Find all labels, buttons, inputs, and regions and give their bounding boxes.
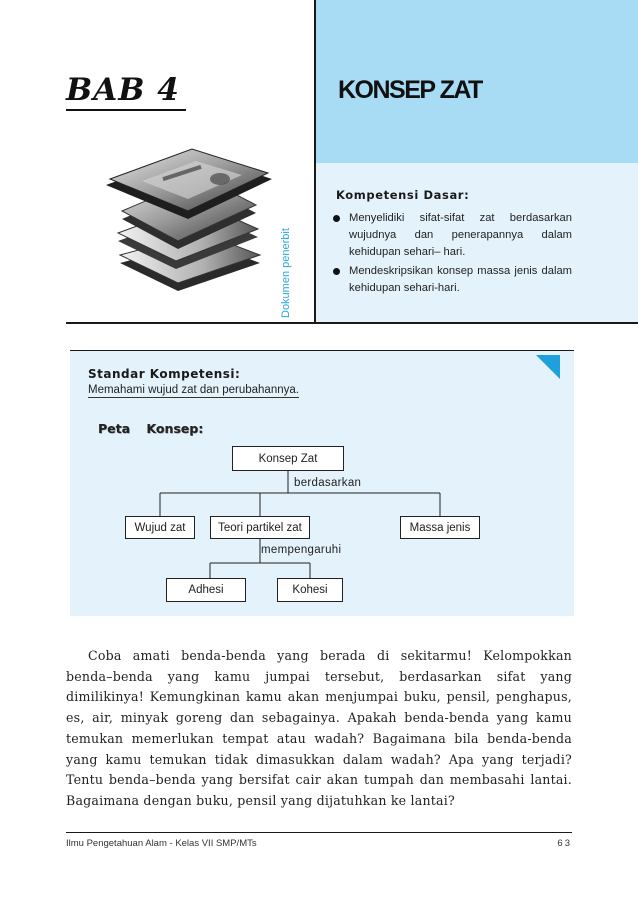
footer-book-title: Ilmu Pengetahuan Alam - Kelas VII SMP/MTs xyxy=(66,838,257,849)
concept-node-kohesi: Kohesi xyxy=(277,578,343,602)
list-item xyxy=(330,263,572,297)
footer-divider xyxy=(66,832,572,833)
list-item-text: Mendeskripsikan konsep massa jenis dalam kehidupan sehari-hari. xyxy=(349,265,572,294)
body-paragraph: Coba amati benda-benda yang berada di sekitarmu! Kelompokkan benda–benda yang kamu jumpai tersebut, berdasarkan sifat yang dimilikinya! Kemungkinan kamu akan menjumpai buku, pensil, penghapus, es, air, minyak goreng dan sebagainya. Apakah benda-benda yang kamu temukan memerlukan tempat atau wadah? Bagaimana bila benda-benda yang kamu temukan tidak dimasukkan dalam wadah? Apa yang terjadi? Tentu benda–benda yang bersifat cair akan tumpah dan membasahi lantai. Bagaimana dengan buku, pensil yang dijatuhkan ke lantai? xyxy=(66,648,572,808)
concept-node-wujud-zat: Wujud zat xyxy=(125,516,195,539)
image-caption: Dokumen penerbit xyxy=(280,228,292,318)
kompetensi-dasar-heading: Kompetensi Dasar: xyxy=(336,188,470,202)
concept-link-label: mempengaruhi xyxy=(261,544,342,556)
chapter-title: KONSEP ZAT xyxy=(338,76,482,104)
standar-kompetensi-heading: Standar Kompetensi: xyxy=(88,367,241,381)
list-item xyxy=(330,210,572,261)
list-item-text: Menyelidiki sifat-sifat zat berdasarkan wujudnya dan penerapannya dalam kehidupan sehari– hari. xyxy=(349,212,572,258)
page-number: 63 xyxy=(557,838,572,849)
concept-node-adhesi: Adhesi xyxy=(166,578,246,602)
concept-node-teori-partikel: Teori partikel zat xyxy=(210,516,310,539)
bullet-icon xyxy=(333,215,340,222)
concept-link-label: berdasarkan xyxy=(294,477,362,489)
gold-bars-image xyxy=(92,145,282,295)
chapter-number: BAB 4 xyxy=(66,72,180,108)
concept-node-massa-jenis: Massa jenis xyxy=(400,516,480,539)
kompetensi-dasar-list xyxy=(330,210,572,299)
header-divider-horizontal xyxy=(66,322,638,324)
standar-kompetensi-text: Memahami wujud zat dan perubahannya. xyxy=(88,384,299,396)
concept-root-box: Konsep Zat xyxy=(232,446,344,471)
bullet-icon xyxy=(333,268,340,275)
corner-triangle-icon xyxy=(536,355,560,379)
peta-konsep-heading: Peta Konsep: xyxy=(98,421,204,436)
chapter-underline xyxy=(66,109,186,111)
header-divider-vertical xyxy=(314,0,316,323)
